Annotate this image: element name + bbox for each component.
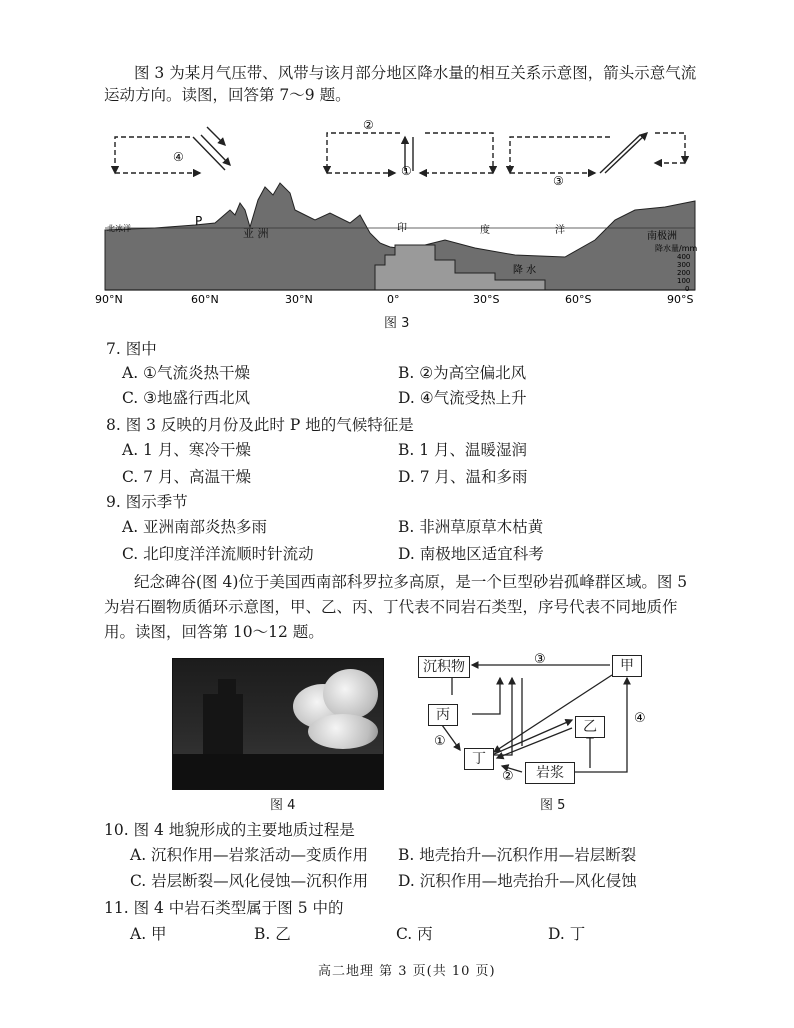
xtick-60S: 60°S [565, 293, 592, 306]
q11-option-b[interactable]: B. 乙 [254, 925, 291, 943]
label-rain: 降 水 [513, 265, 537, 276]
box-ding: 丁 [464, 748, 494, 770]
q10-option-a[interactable]: A. 沉积作用—岩浆活动—变质作用 [130, 846, 369, 864]
label-indian-ocean-2: 度 [480, 225, 490, 236]
f5-circle-2: ② [502, 769, 514, 784]
q11-option-c[interactable]: C. 丙 [396, 925, 433, 943]
circle-label-4: ④ [173, 150, 184, 164]
label-precip-axis: 降水量/mm [655, 244, 698, 253]
q10-option-d[interactable]: D. 沉积作用—地壳抬升—风化侵蚀 [398, 872, 637, 890]
xtick-90S: 90°S [667, 293, 694, 306]
box-jia: 甲 [612, 655, 642, 677]
q9-option-a[interactable]: A. 亚洲南部炎热多雨 [122, 518, 268, 536]
label-indian-ocean-3: 洋 [555, 225, 565, 236]
q9-option-d[interactable]: D. 南极地区适宜科考 [398, 545, 544, 563]
f5-circle-4: ④ [634, 711, 646, 726]
xtick-30N: 30°N [285, 293, 313, 306]
latitude-ticks [95, 293, 693, 306]
xtick-90N: 90°N [95, 293, 123, 306]
q10-stem: 10. 图 4 地貌形成的主要地质过程是 [104, 821, 355, 839]
label-arctic-ocean: 北冰洋 [107, 224, 131, 233]
q11-option-a[interactable]: A. 甲 [130, 925, 167, 943]
f5-circle-3: ③ [534, 652, 546, 667]
ytick-300: 300 [677, 261, 691, 269]
ytick-400: 400 [677, 253, 691, 261]
q9-stem: 9. 图示季节 [106, 493, 188, 511]
xtick-0: 0° [387, 293, 400, 306]
q8-option-b[interactable]: B. 1 月、温暖湿润 [398, 441, 528, 459]
page-footer: 高二地理 第 3 页(共 10 页) [318, 964, 496, 979]
box-bing: 丙 [428, 704, 458, 726]
intro-paragraph-fig4-5: 纪念碑谷(图 4)位于美国西南部科罗拉多高原，是一个巨型砂岩孤峰群区域。图 5 为岩石圈物质循环示意图，甲、乙、丙、丁代表不同岩石类型，序号代表不同地质作用。读图，回答第 10～12 题。 [104, 573, 688, 641]
q7-option-b[interactable]: B. ②为高空偏北风 [398, 364, 527, 382]
xtick-30S: 30°S [473, 293, 500, 306]
intro-paragraph-fig3: 图 3 为某月气压带、风带与该月部分地区降水量的相互关系示意图，箭头示意气流运动方向。读图，回答第 7～9 题。 [104, 64, 697, 104]
q10-option-c[interactable]: C. 岩层断裂—风化侵蚀—沉积作用 [130, 872, 369, 890]
q7-stem: 7. 图中 [106, 340, 157, 358]
figure-4-caption: 图 4 [270, 798, 296, 813]
q11-option-d[interactable]: D. 丁 [548, 925, 586, 943]
q10-option-b[interactable]: B. 地壳抬升—沉积作用—岩层断裂 [398, 846, 637, 864]
label-P: P [195, 214, 203, 228]
figure-4-photo [172, 658, 384, 790]
label-asia: 亚 洲 [243, 227, 269, 240]
q8-option-d[interactable]: D. 7 月、温和多雨 [398, 468, 528, 486]
figure-3-caption: 图 3 [384, 316, 410, 331]
label-antarctica: 南极洲 [647, 231, 677, 242]
q7-option-c[interactable]: C. ③地盛行西北风 [122, 389, 251, 407]
figure-3-diagram [95, 115, 705, 315]
label-indian-ocean-1: 印 [397, 223, 407, 234]
xtick-60N: 60°N [191, 293, 219, 306]
box-magma: 岩浆 [525, 762, 575, 784]
q7-option-d[interactable]: D. ④气流受热上升 [398, 389, 527, 407]
q8-option-a[interactable]: A. 1 月、寒冷干燥 [122, 441, 251, 459]
ytick-200: 200 [677, 269, 691, 277]
f5-circle-1: ① [434, 734, 446, 749]
circle-label-3: ③ [553, 174, 564, 188]
q8-option-c[interactable]: C. 7 月、高温干燥 [122, 468, 251, 486]
q7-option-a[interactable]: A. ①气流炎热干燥 [122, 364, 250, 382]
box-sediment: 沉积物 [418, 656, 470, 678]
circle-label-1: ① [401, 164, 412, 178]
ytick-0: 0 [685, 285, 690, 293]
q9-option-b[interactable]: B. 非洲草原草木枯黄 [398, 518, 544, 536]
q9-option-c[interactable]: C. 北印度洋洋流顺时针流动 [122, 545, 314, 563]
box-yi: 乙 [575, 716, 605, 738]
ytick-100: 100 [677, 277, 691, 285]
q8-stem: 8. 图 3 反映的月份及此时 P 地的气候特征是 [106, 416, 414, 434]
q11-stem: 11. 图 4 中岩石类型属于图 5 中的 [104, 899, 344, 917]
circulation-cell-right [510, 133, 685, 173]
figure-5-caption: 图 5 [540, 798, 566, 813]
circle-label-2: ② [363, 118, 374, 132]
